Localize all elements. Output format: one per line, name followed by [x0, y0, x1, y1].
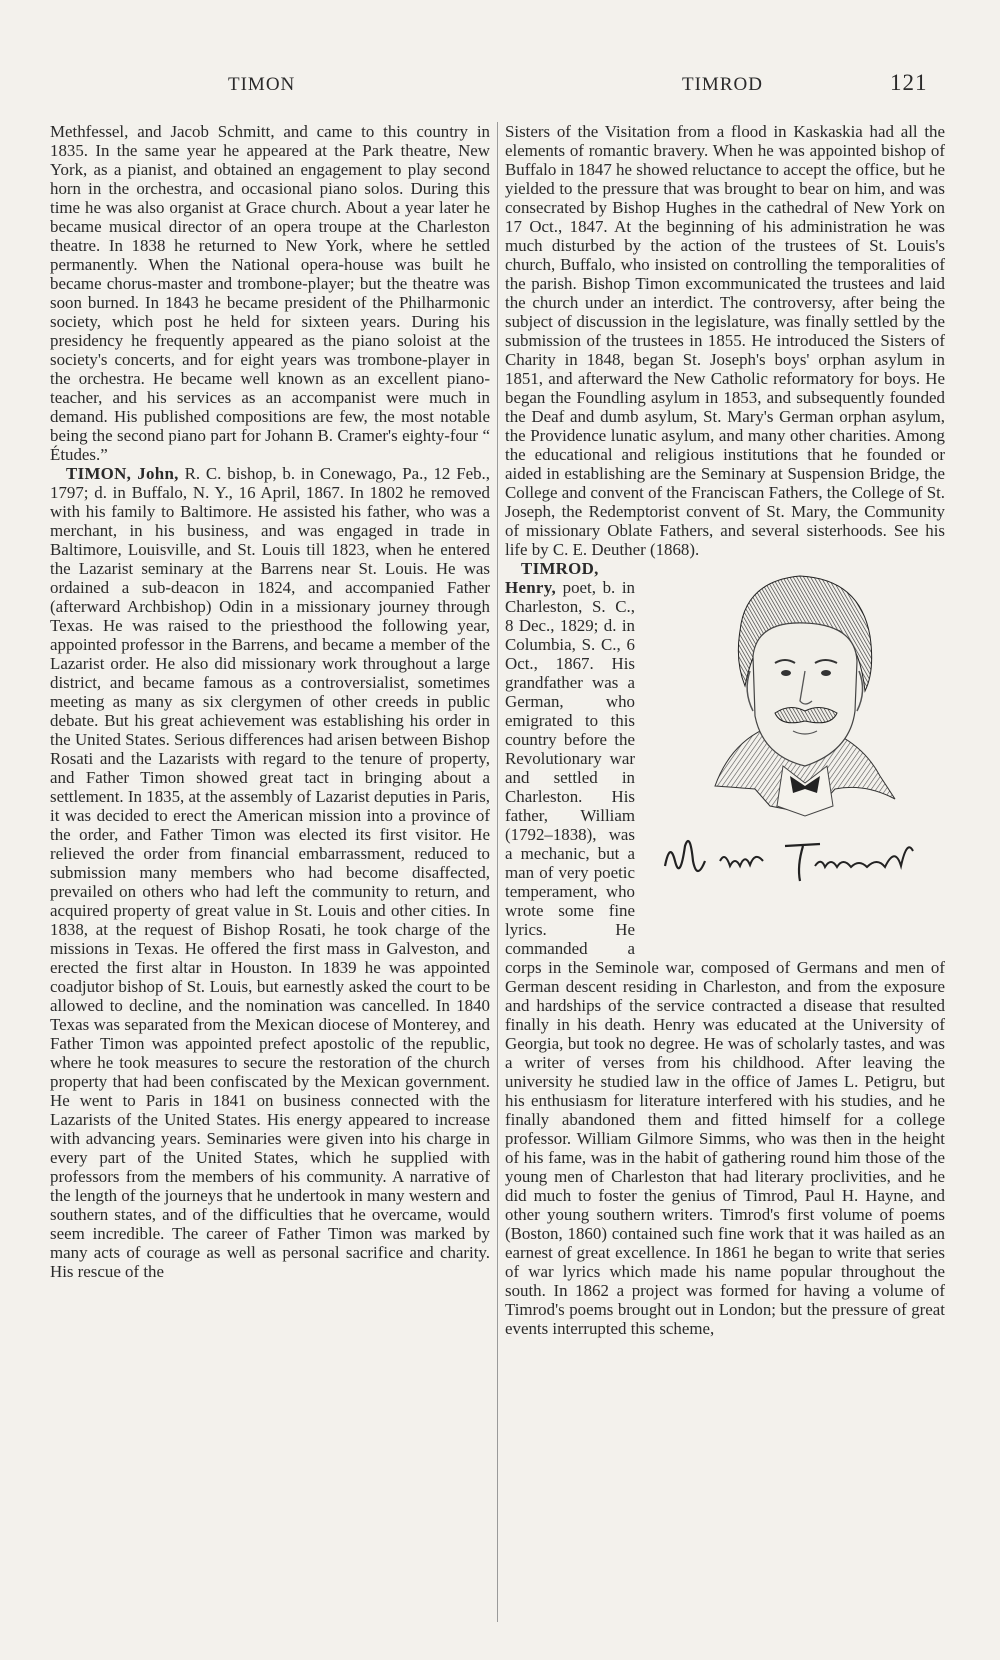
entry-heading-timon: TIMON, John, — [66, 464, 179, 483]
entry-text-timon: R. C. bishop, b. in Conewago, Pa., 12 Feb., 1797; d. in Buffalo, N. Y., 16 April, 1867. In 1802 he removed with his family to Baltimore. He assisted his father, who was a merchant, in his business, and was engaged in trade in Baltimore, Louisville, and St. Louis till 1823, when he entered the Lazarist seminary at the Barrens near St. Louis. He was ordained a sub-deacon in 1824, and accompanied Father (afterward Archbishop) Odin in a missionary journey through Texas. He was raised to the priesthood the following year, appointed professor in the Barrens, and became a member of the Lazarist order. He also did missionary work throughout a large district, and became famous as a controversialist, sometimes meeting as many as six clergymen of other creeds in public debate. But his great achievement was establishing his order in the United States. Serious differences had arisen between Bishop Rosati and the Lazarists with regard to the tenure of property, and Father Timon showed great tact in bringing about a settlement. In 1835, at the assembly of Lazarist deputies in Paris, it was decided to erect the American mission into a province of the order, and Father Timon was elected its first visitor. He relieved the order from financial embarrassment, reduced to submission many members who had become disaffected, prevailed on others who had left the community to return, and acquired property of great value in St. Louis and other cities. In 1838, at the request of Bishop Rosati, he took charge of the missions in Texas. He offered the first mass in Galveston, and erected the first altar in Houston. In 1839 he was appointed coadjutor bishop of St. Louis, but earnestly asked the court to be allowed to decline, and the nomination was cancelled. In 1840 Texas was separated from the Mexican diocese of Monterey, and Father Timon was appointed prefect apostolic of the republic, where he took measures to secure the restoration of the church property that had been confiscated by the Mexican government. He went to Paris in 1841 on business connected with the Lazarists of the United States. His energy appeared to increase with advancing years. Seminaries were given into his charge in every part of the United States, which he supplied with professors from the members of his community. A narrative of the length of the journeys that he undertook in many western and southern states, and of the difficulties that he overcame, would seem incredible. The career of Father Timon was marked by many acts of courage as well as personal sacrifice and charity. His rescue of the — [50, 464, 490, 1281]
column-divider — [497, 122, 498, 1622]
paragraph-methfessel-continuation: Methfessel, and Jacob Schmitt, and came to this country in 1835. In the same year he appeared at the Park theatre, New York, as a pianist, and obtained an engagement to play second horn in the orchestra, and occasional piano solos. During this time he was also organist at Grace church. About a year later he became musical director of an opera troupe at the Charleston theatre. In 1838 he returned to New York, where he settled permanently. When the National opera-house was built he became chorus-master and trombone-player; but the theatre was soon burned. In 1843 he became president of the Philharmonic society, which post he held for sixteen years. During his presidency he frequently appeared as the piano soloist at the society's concerts, and for eight years was trombone-player in the orchestra. He became well known as an excellent piano-teacher, and his services as an accompanist were much in demand. His published compositions are few, the most notable being the second piano part for Johann B. Cramer's eighty-four “ Études.” — [50, 122, 490, 464]
signature-first — [665, 841, 705, 871]
entry-timrod — [505, 559, 945, 1338]
entry-timon — [50, 464, 490, 1281]
right-column — [505, 122, 945, 1622]
portrait-engraving — [645, 561, 945, 951]
portrait-figure — [645, 561, 945, 951]
left-column — [50, 122, 490, 1622]
running-head-center: TIMROD — [682, 74, 763, 95]
entry-heading-timrod: TIMROD, Henry, — [505, 559, 599, 597]
running-head-left: TIMON — [228, 74, 296, 95]
paragraph-timon-continued: Sisters of the Visitation from a flood in Kaskaskia had all the elements of romantic bravery. When he was appointed bishop of Buffalo in 1847 he showed reluctance to accept the office, but he yielded to the pressure that was brought to bear on him, and was consecrated by Bishop Hughes in the cathedral of New York on 17 Oct., 1847. At the beginning of his administration he was much disturbed by the action of the trustees of St. Louis's church, Buffalo, who insisted on controlling the temporalities of the parish. Bishop Timon excommunicated the trustees and laid the church under an interdict. The controversy, after being the subject of discussion in the legislature, was finally settled by the submission of the trustees in 1855. He introduced the Sisters of Charity in 1848, began St. Joseph's boys' orphan asylum in 1851, and afterward the New Catholic reformatory for boys. He began the Foundling asylum in 1853, and subsequently founded the Deaf and dumb asylum, St. Mary's German orphan asylum, the Providence lunatic asylum, and many other charities. Among the educational and religious institutions that he founded or aided in establishing are the Seminary at Suspension Bridge, the College and convent of the Franciscan Fathers, the College of St. Joseph, the Redemptorist convent of St. Mary, the Community of missionary Oblate Fathers, and several sisterhoods. See his life by C. E. Deuther (1868). — [505, 122, 945, 559]
running-head — [0, 70, 1000, 100]
entry-text-timrod: poet, b. in Charleston, S. C., 8 Dec., 1829; d. in Columbia, S. C., 6 Oct., 1867. His grandfather was a German, who emigrated to this country before the Revolutionary war and settled in Charleston. His father, William (1792–1838), was a mechanic, but a man of very poetic temperament, who wrote some fine lyrics. He commanded a corps in the Seminole war, composed of Germans and men of German descent residing in Charleston, and from the exposure and hardships of the service contracted a disease that resulted finally in his death. Henry was educated at the University of Georgia, but took no degree. He was of scholarly tastes, and was a writer of verses from his childhood. After leaving the university he studied law in the office of James L. Petigru, but his enthusiasm for literature interfered with his studies, and he finally abandoned them and fitted himself for a college professor. William Gilmore Simms, who was then in the height of his fame, was in the habit of gathering round him those of the young men of Charleston that had literary proclivities, and he did much to foster the genius of Timrod, Paul H. Hayne, and other young southern writers. Timrod's first volume of poems (Boston, 1860) contained such fine work that it was hailed as an earnest of great excellence. In 1861 he began to write that series of war lyrics which made his name popular throughout the south. In 1862 a project was formed for having a volume of Timrod's poems brought out in London; but the pressure of great events interrupted this scheme, — [505, 578, 945, 1338]
signature-text: Henry Timrod — [795, 941, 801, 942]
page-number: 121 — [890, 70, 928, 95]
